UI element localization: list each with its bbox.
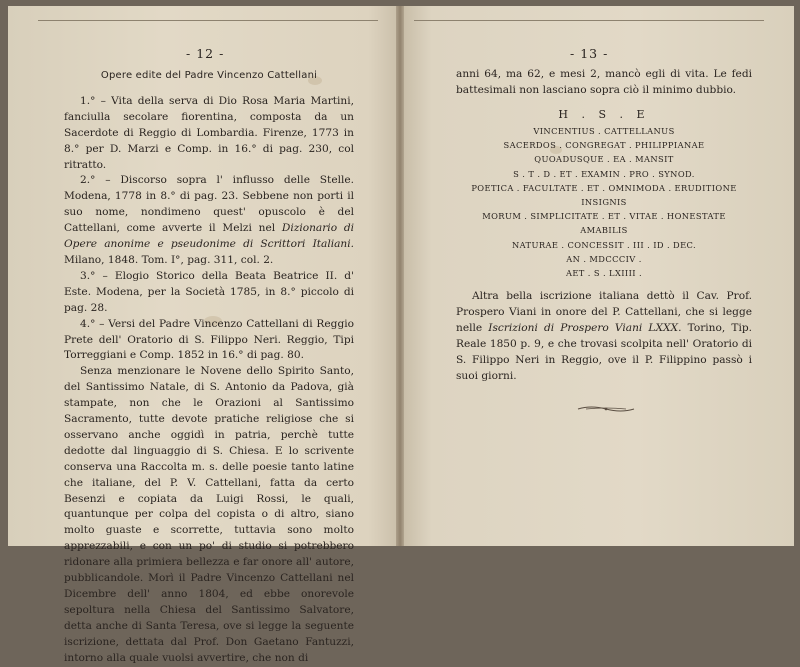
inscription-line: QUOADUSQUE . EA . MANSIT: [534, 154, 674, 165]
left-page-text: [64, 64, 354, 667]
inscription-line: SACERDOS . CONGREGAT . PHILIPPIANAE: [503, 140, 705, 151]
left-page: [8, 6, 400, 664]
work-item-2: [64, 173, 354, 268]
top-rule-left: [38, 20, 378, 21]
top-rule-right: [414, 20, 764, 21]
right-page: [400, 6, 794, 546]
page-number-left: - 12 -: [186, 46, 225, 61]
dizionario-title: Dizionario di Opere anonime e pseudonime di Scrittori Italiani.: [64, 222, 354, 251]
section-heading: Opere edite del Padre Vincenzo Cattellani: [100, 70, 318, 81]
inscription-line: INSIGNIS: [581, 197, 627, 208]
work-item-1: 1.° – Vita della serva di Dio Rosa Maria Martini, fanciulla secolare fiorentina, composta da un Sacerdote di Reggio di Lombardia. Firenze, 1773 in 8.° per D. Marzi e Comp. in 16.° di pag. 230, col ritratto.: [64, 94, 354, 171]
closing-text-b: Torino, Tip. Reale 1850 p. 9, e che trovasi scolpita nell' Oratorio di S. Filippo Neri in Reggio, ove il P. Filippino passò i suoi giorni.: [456, 322, 752, 383]
body-paragraph: Senza menzionare le Novene dello Spirito Santo, del Santissimo Natale, di S. Antonio da Padova, già stampate, non che le Orazioni al Santissimo Sacramento, tutte devote pratiche religiose che si osservano anche oggidì in patria, perchè tutte dedotte dal linguaggio di S. Chiesa. E lo scrivente conserva una Raccolta m. s. delle poesie tanto latine che italiane, del P. V. Cattellani, fatta da certo Besenzi e copiata da Luigi Rossi, le quali, quantunque per colpa del copista o di altro, siano molto guaste e scorrette, tuttavia sono molto apprezzabili, e con un po' di studio si potrebbero ridonare alla primiera bellezza e far onore all' autore, pubblicandole. Morì il Padre Vincenzo Cattellani nel Dicembre dell' anno 1804, ed ebbe onorevole sepoltura nella Chiesa del Santissimo Salvatore, detta anche di Santa Teresa, ove si legge la seguente iscrizione, dettata dal Prof. Don Gaetano Fantuzzi, intorno alla quale vuolsi avvertire, che non di: [64, 365, 354, 664]
work-item-4: 4.° – Versi del Padre Vincenzo Cattellani di Reggio Prete dell' Oratorio di S. Filippo Neri. Reggio, Tipi Torreggiani e Comp. 1852 in 16.° di pag. 80.: [64, 317, 354, 362]
inscription-line: AMABILIS: [580, 225, 628, 236]
inscription-line: POETICA . FACULTATE . ET . OMNIMODA . ERUDITIONE: [471, 182, 737, 193]
inscription-line: H . S . E: [558, 108, 650, 121]
inscription-line: MORUM . SIMPLICITATE . ET . VITAE . HONESTATE: [482, 211, 726, 222]
book-gutter: [396, 6, 404, 546]
page-number-right: - 13 -: [570, 46, 609, 61]
latin-inscription: [456, 106, 752, 280]
inscription-line: AN . MDCCCIV .: [566, 253, 642, 264]
closing-paragraph: [456, 288, 752, 384]
end-ornament-icon: [576, 404, 636, 414]
inscription-line: AET . S . LXIIII .: [565, 268, 643, 279]
right-page-text: [456, 66, 752, 384]
inscription-line: VINCENTIUS . CATTELLANUS: [533, 126, 675, 136]
book-spread: [8, 6, 794, 664]
closing-text-a: Altra bella iscrizione italiana dettò il Cav. Prof. Prospero Viani in onore del P. Cattellani, che si legge nelle: [456, 290, 752, 335]
iscrizioni-title: Iscrizioni di Prospero Viani LXXX.: [488, 322, 682, 335]
inscription-line: NATURAE . CONCESSIT . III . ID . DEC.: [511, 239, 697, 250]
work-item-3: 3.° – Elogio Storico della Beata Beatrice II. d' Este. Modena, per la Società 1785, in 8.° piccolo di pag. 28.: [64, 269, 354, 314]
inscription-line: S . T . D . ET . EXAMIN . PRO . SYNOD.: [513, 168, 695, 179]
work-item-2-text: 2.° – Discorso sopra l' influsso delle Stelle. Modena, 1778 in 8.° di pag. 23. Sebbene non porti il suo nome, nondimeno quest' opuscolo è del Cattellani, come avverte il Melzi nel: [64, 174, 354, 235]
work-item-2-citation: Milano, 1848. Tom. I°, pag. 311, col. 2.: [64, 253, 274, 266]
intro-paragraph: anni 64, ma 62, e mesi 2, mancò egli di vita. Le fedi battesimali non lasciano sopra ciò il minimo dubbio.: [456, 68, 752, 96]
